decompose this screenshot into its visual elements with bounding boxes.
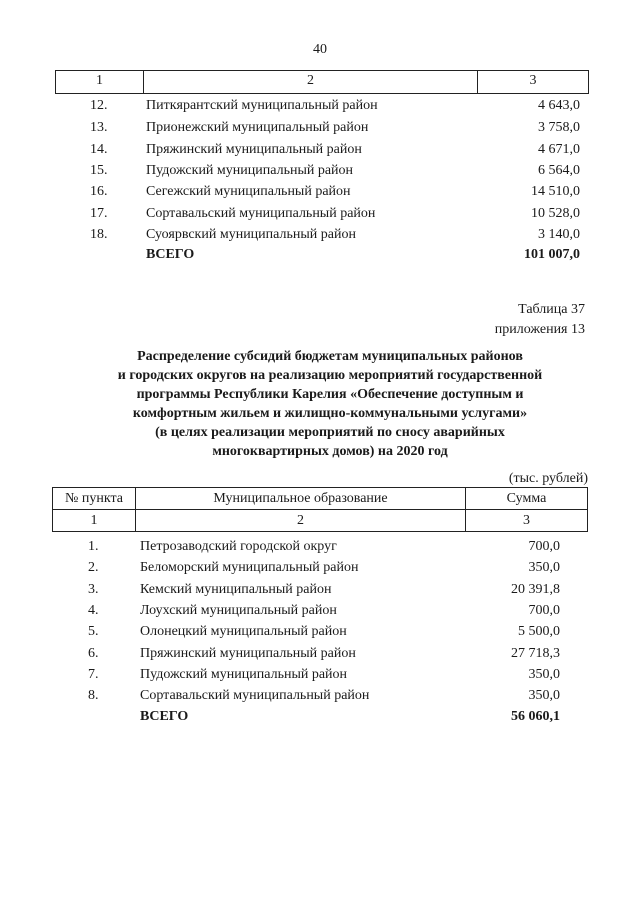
table-row (90, 117, 580, 139)
title-line-5: (в целях реализации мероприятий по сносу аварийных (155, 425, 505, 440)
row-number: 17. (90, 206, 108, 221)
row-name: Пудожский муниципальный район (140, 667, 348, 682)
row-value: 700,0 (528, 539, 560, 554)
row-value: 14 510,0 (531, 184, 580, 199)
row-number: 7. (88, 667, 99, 682)
title-line-6: многоквартирных домов) на 2020 год (212, 444, 448, 459)
row-number: 18. (90, 227, 108, 242)
row-number: 4. (88, 603, 99, 618)
table-row (88, 536, 568, 558)
main-colnum-row (53, 510, 587, 531)
total-label: ВСЕГО (140, 709, 189, 724)
row-value: 700,0 (528, 603, 560, 618)
header-municipality: Муниципальное образование (136, 488, 466, 509)
row-number: 15. (90, 163, 108, 178)
table-caption-line-1: Таблица 37 (518, 302, 585, 317)
colnum-2: 2 (136, 510, 466, 531)
row-number: 12. (90, 98, 108, 113)
document-title (80, 347, 580, 461)
table-caption-line-2: приложения 13 (494, 322, 585, 337)
top-header-col-2: 2 (144, 71, 478, 93)
total-value: 101 007,0 (524, 247, 580, 262)
table-row (90, 224, 580, 246)
main-header-row (53, 488, 587, 510)
table-caption (495, 300, 585, 340)
row-name: Петрозаводский городской округ (140, 539, 337, 554)
row-value: 3 758,0 (538, 120, 580, 135)
table-row (88, 557, 568, 579)
row-name: Сегежский муниципальный район (146, 184, 351, 199)
row-number: 5. (88, 624, 99, 639)
row-name: Пряжинский муниципальный район (146, 142, 362, 157)
top-header-col-1: 1 (56, 71, 144, 93)
table-row (88, 643, 568, 665)
row-value: 27 718,3 (511, 646, 560, 661)
row-name: Прионежский муниципальный район (146, 120, 369, 135)
table-row (90, 95, 580, 117)
table-row (90, 203, 580, 225)
title-line-3: программы Республики Карелия «Обеспечение доступным и (136, 387, 524, 402)
row-number: 6. (88, 646, 99, 661)
row-name: Олонецкий муниципальный район (140, 624, 347, 639)
row-number: 14. (90, 142, 108, 157)
row-name: Пудожский муниципальный район (146, 163, 354, 178)
colnum-3: 3 (523, 513, 530, 528)
header-amount: Сумма (506, 491, 547, 506)
row-name: Беломорский муниципальный район (140, 560, 359, 575)
header-number: № пункта (53, 488, 136, 509)
table-row (88, 621, 568, 643)
row-number: 3. (88, 582, 99, 597)
row-name: Пряжинский муниципальный район (140, 646, 356, 661)
row-name: Сортавальский муниципальный район (140, 688, 370, 703)
main-table-header (52, 487, 588, 532)
row-number: 13. (90, 120, 108, 135)
table-row (90, 160, 580, 182)
page-number: 40 (313, 42, 327, 57)
table-row (88, 664, 568, 686)
title-line-4: комфортным жильем и жилищно-коммунальными услугами» (132, 406, 528, 421)
top-table-header (55, 70, 589, 94)
row-name: Питкярантский муниципальный район (146, 98, 378, 113)
row-value: 350,0 (528, 560, 560, 575)
total-row (90, 244, 580, 266)
row-name: Сортавальский муниципальный район (146, 206, 376, 221)
row-value: 6 564,0 (538, 163, 580, 178)
row-number: 1. (88, 539, 99, 554)
table-row (90, 181, 580, 203)
row-value: 10 528,0 (531, 206, 580, 221)
total-row (88, 706, 568, 728)
top-header-col-3: 3 (529, 73, 537, 88)
title-line-1: Распределение субсидий бюджетам муниципальных районов (137, 349, 523, 364)
row-value: 20 391,8 (511, 582, 560, 597)
table-row (88, 579, 568, 601)
row-value: 5 500,0 (518, 624, 560, 639)
row-number: 16. (90, 184, 108, 199)
total-value: 56 060,1 (511, 709, 560, 724)
row-name: Лоухский муниципальный район (140, 603, 337, 618)
table-row (88, 685, 568, 707)
unit-label: (тыс. рублей) (508, 471, 588, 486)
table-row (90, 139, 580, 161)
title-line-2: и городских округов на реализацию мероприятий государственной (117, 368, 543, 383)
row-name: Суоярвский муниципальный район (146, 227, 356, 242)
row-value: 4 643,0 (538, 98, 580, 113)
total-label: ВСЕГО (146, 247, 195, 262)
row-name: Кемский муниципальный район (140, 582, 332, 597)
colnum-1: 1 (53, 510, 136, 531)
table-row (88, 600, 568, 622)
row-value: 4 671,0 (538, 142, 580, 157)
row-number: 8. (88, 688, 99, 703)
row-value: 350,0 (528, 667, 560, 682)
row-number: 2. (88, 560, 99, 575)
row-value: 350,0 (528, 688, 560, 703)
row-value: 3 140,0 (538, 227, 580, 242)
